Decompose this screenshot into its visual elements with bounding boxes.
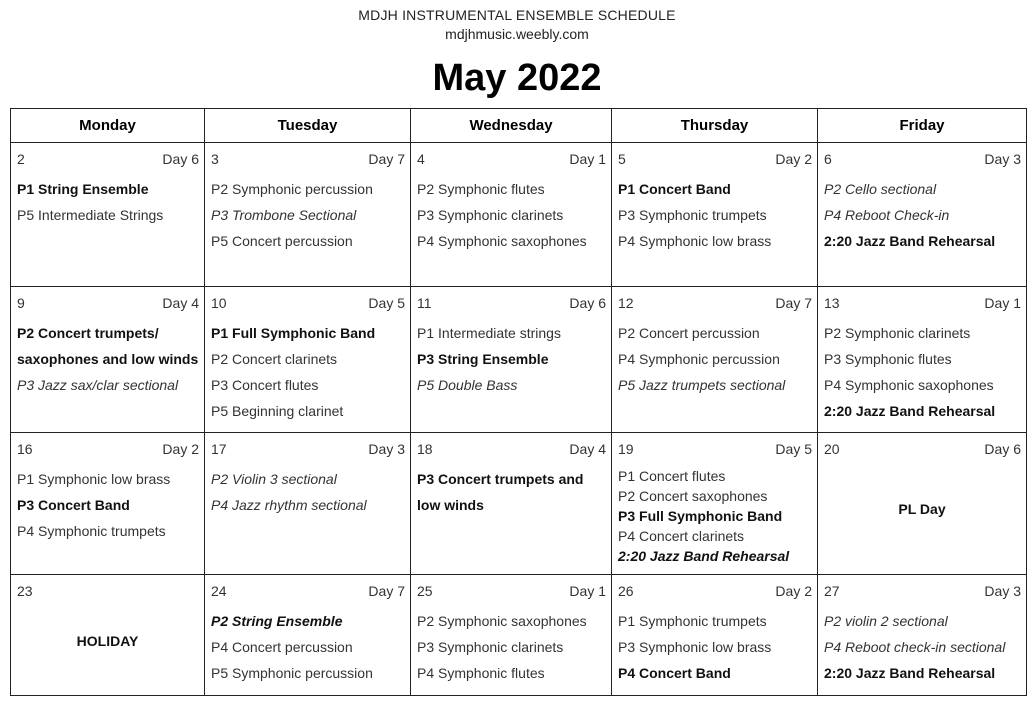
day-cell-may-16 [11, 433, 205, 575]
day-cell-may-27 [818, 575, 1027, 696]
date-number: 9 [17, 295, 25, 311]
event-item: P2 Violin 3 sectional [211, 471, 337, 487]
event-item: P2 Symphonic percussion [211, 181, 373, 197]
day-cell-may-3 [205, 143, 411, 287]
event-item: 2:20 Jazz Band Rehearsal [824, 403, 996, 419]
rotation-day: Day 4 [162, 295, 199, 311]
date-number: 13 [824, 295, 840, 311]
event-item: P5 Jazz trumpets sectional [618, 377, 786, 393]
event-item: P2 Concert clarinets [211, 351, 338, 367]
event-item: P3 Jazz sax/clar sectional [17, 377, 179, 393]
day-cell-may-9 [11, 287, 205, 433]
rotation-day: Day 5 [775, 441, 812, 457]
event-item: P4 Jazz rhythm sectional [211, 497, 367, 513]
date-number: 23 [17, 583, 33, 599]
event-item: P1 Symphonic trumpets [618, 613, 767, 629]
event-item: P4 Symphonic saxophones [417, 233, 587, 249]
day-cell-may-19 [612, 433, 818, 575]
weekday-header-tuesday: Tuesday [205, 109, 411, 143]
day-cell-may-24 [205, 575, 411, 696]
day-cell-may-12 [612, 287, 818, 433]
event-item: P1 Concert Band [618, 181, 731, 197]
day-cell-may-6 [818, 143, 1027, 287]
rotation-day: Day 3 [984, 583, 1021, 599]
date-number: 2 [17, 151, 25, 167]
rotation-day: Day 5 [368, 295, 405, 311]
website-text: mdjhmusic.weebly.com [445, 26, 589, 42]
rotation-day: Day 2 [775, 151, 812, 167]
day-cell-may-26 [612, 575, 818, 696]
rotation-day: Day 1 [569, 151, 606, 167]
event-item: P4 Symphonic saxophones [824, 377, 994, 393]
week-row-4 [11, 575, 1027, 696]
event-item: P2 Symphonic flutes [417, 181, 545, 197]
page-header [0, 6, 1034, 100]
date-number: 6 [824, 151, 832, 167]
day-cell-may-2 [11, 143, 205, 287]
event-item: P1 Intermediate strings [417, 325, 561, 341]
rotation-day: Day 3 [984, 151, 1021, 167]
holiday-label: HOLIDAY [76, 633, 139, 649]
event-item: P3 Trombone Sectional [211, 207, 357, 223]
rotation-day: Day 7 [775, 295, 812, 311]
rotation-day: Day 7 [368, 583, 405, 599]
weekday-header-monday: Monday [11, 109, 205, 143]
event-item: P5 Symphonic percussion [211, 665, 373, 681]
date-number: 10 [211, 295, 227, 311]
date-number: 26 [618, 583, 634, 599]
weekday-header-thursday: Thursday [612, 109, 818, 143]
event-item: P5 Beginning clarinet [211, 403, 344, 419]
date-number: 18 [417, 441, 433, 457]
weekday-header-row [11, 109, 1027, 143]
event-item: P3 Symphonic clarinets [417, 639, 564, 655]
rotation-day: Day 4 [569, 441, 606, 457]
day-cell-may-25 [411, 575, 612, 696]
date-number: 20 [824, 441, 840, 457]
weekday-header-friday: Friday [818, 109, 1027, 143]
event-item: P3 Concert trumpets and low winds [417, 471, 584, 513]
event-item: P2 Concert percussion [618, 325, 760, 341]
rotation-day: Day 3 [368, 441, 405, 457]
day-cell-may-4 [411, 143, 612, 287]
event-item: P3 Symphonic trumpets [618, 207, 767, 223]
event-item: P3 Concert flutes [211, 377, 319, 393]
day-cell-may-20 [818, 433, 1027, 575]
date-number: 27 [824, 583, 840, 599]
event-item: P5 Intermediate Strings [17, 207, 164, 223]
event-item: P5 Double Bass [417, 377, 518, 393]
rotation-day: Day 1 [569, 583, 606, 599]
event-item: P4 Symphonic percussion [618, 351, 780, 367]
event-item: P3 String Ensemble [417, 351, 549, 367]
event-item: P3 Symphonic flutes [824, 351, 952, 367]
event-item: P3 Symphonic low brass [618, 639, 772, 655]
event-item: P2 Concert saxophones [618, 488, 768, 504]
day-cell-may-5 [612, 143, 818, 287]
event-item: P4 Reboot check-in sectional [824, 639, 1006, 655]
date-number: 5 [618, 151, 626, 167]
date-number: 16 [17, 441, 33, 457]
event-item: P2 violin 2 sectional [824, 613, 948, 629]
event-item: P1 String Ensemble [17, 181, 149, 197]
event-item: P4 Concert Band [618, 665, 731, 681]
event-item: P1 Symphonic low brass [17, 471, 171, 487]
rotation-day: Day 2 [162, 441, 199, 457]
week-row-1 [11, 143, 1027, 287]
event-item: P2 Cello sectional [824, 181, 937, 197]
event-item: P4 Concert percussion [211, 639, 353, 655]
rotation-day: Day 1 [984, 295, 1021, 311]
event-item: P4 Symphonic low brass [618, 233, 772, 249]
rotation-day: Day 2 [775, 583, 812, 599]
event-item: P2 Symphonic clarinets [824, 325, 971, 341]
rotation-day: Day 6 [984, 441, 1021, 457]
week-row-2 [11, 287, 1027, 433]
date-number: 19 [618, 441, 634, 457]
event-item: P1 Concert flutes [618, 468, 726, 484]
event-item: 2:20 Jazz Band Rehearsal [618, 548, 790, 564]
day-cell-may-18 [411, 433, 612, 575]
date-number: 24 [211, 583, 227, 599]
event-item: P2 String Ensemble [211, 613, 343, 629]
date-number: 3 [211, 151, 219, 167]
event-item: 2:20 Jazz Band Rehearsal [824, 233, 996, 249]
event-item: P3 Symphonic clarinets [417, 207, 564, 223]
date-number: 4 [417, 151, 425, 167]
rotation-day: Day 7 [368, 151, 405, 167]
rotation-day: Day 6 [569, 295, 606, 311]
event-item: P3 Concert Band [17, 497, 130, 513]
date-number: 12 [618, 295, 634, 311]
event-item: P4 Symphonic trumpets [17, 523, 166, 539]
event-item: P4 Concert clarinets [618, 528, 745, 544]
date-number: 17 [211, 441, 227, 457]
schedule-title: MDJH INSTRUMENTAL ENSEMBLE SCHEDULE [358, 7, 676, 23]
rotation-day: Day 6 [162, 151, 199, 167]
day-cell-may-23 [11, 575, 205, 696]
day-cell-may-10 [205, 287, 411, 433]
event-item: 2:20 Jazz Band Rehearsal [824, 665, 996, 681]
event-item: P3 Full Symphonic Band [618, 508, 783, 524]
week-row-3 [11, 433, 1027, 575]
weekday-header-wednesday: Wednesday [411, 109, 612, 143]
date-number: 25 [417, 583, 433, 599]
calendar-table [10, 108, 1027, 696]
pl-day-label: PL Day [898, 501, 946, 517]
event-item: P4 Reboot Check-in [824, 207, 950, 223]
day-cell-may-11 [411, 287, 612, 433]
month-title: May 2022 [432, 57, 602, 99]
event-item: P2 Concert trumpets/ saxophones and low winds [17, 325, 199, 367]
event-item: P4 Symphonic flutes [417, 665, 545, 681]
date-number: 11 [417, 295, 432, 311]
event-item: P1 Full Symphonic Band [211, 325, 376, 341]
day-cell-may-13 [818, 287, 1027, 433]
event-item: P2 Symphonic saxophones [417, 613, 587, 629]
day-cell-may-17 [205, 433, 411, 575]
event-item: P5 Concert percussion [211, 233, 353, 249]
